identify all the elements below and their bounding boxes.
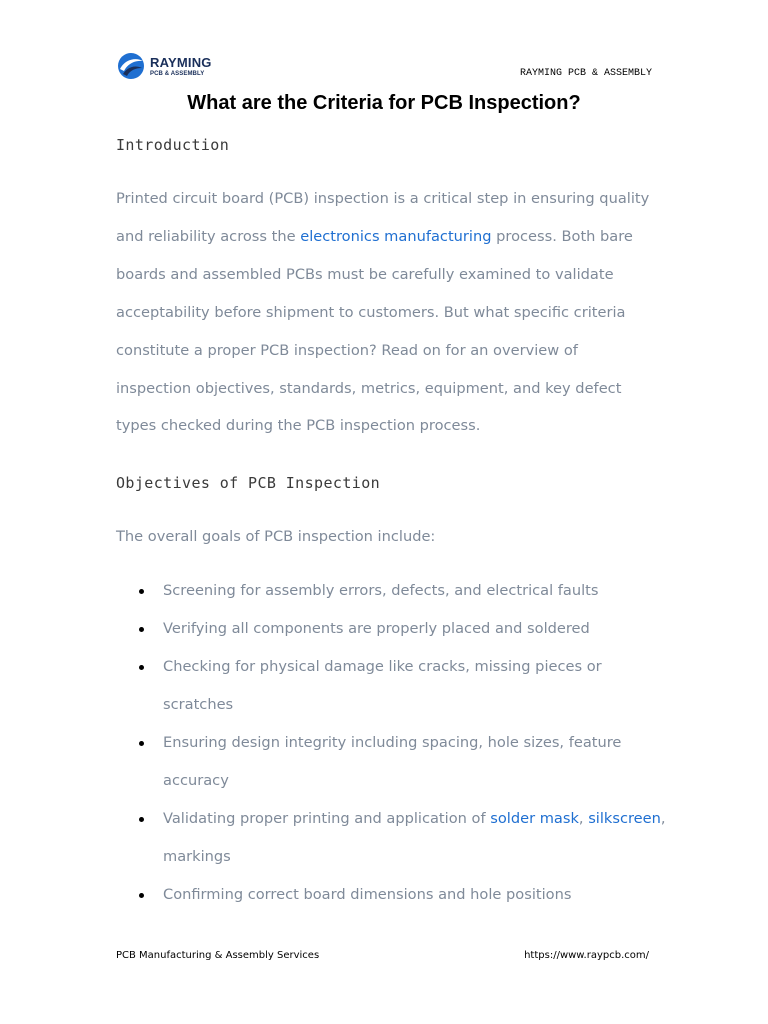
intro-text-1: Printed circuit board (PCB) inspection is a critical step in ensuring quality and reliability across the [116, 190, 650, 245]
bullet-icon [139, 741, 144, 746]
rayming-swirl-logo-icon [116, 51, 146, 81]
list-item-separator: , [578, 810, 589, 827]
list-item [116, 876, 676, 914]
footer-services: PCB Manufacturing & Assembly Services [116, 950, 320, 961]
logo-name: RAYMING [150, 54, 212, 70]
solder-mask-link[interactable]: solder mask [490, 810, 579, 827]
silkscreen-link[interactable]: silkscreen [588, 810, 661, 827]
bullet-icon [139, 627, 144, 632]
list-item-text: , markings [163, 810, 666, 865]
list-item-text: Ensuring design integrity including spacing, hole sizes, feature accuracy [163, 734, 622, 789]
footer-url-link[interactable]: https://www.raypcb.com/ [524, 950, 649, 961]
objectives-list [116, 572, 676, 914]
objectives-intro: The overall goals of PCB inspection include: [116, 528, 436, 545]
list-item-text: Confirming correct board dimensions and hole positions [163, 886, 572, 903]
bullet-icon [139, 893, 144, 898]
bullet-icon [139, 589, 144, 594]
bullet-icon [139, 665, 144, 670]
introduction-heading: Introduction [116, 136, 230, 154]
list-item-text: Validating proper printing and application of [163, 810, 491, 827]
list-item [116, 610, 676, 648]
company-logo[interactable] [116, 50, 226, 82]
list-item [116, 572, 676, 610]
objectives-heading: Objectives of PCB Inspection [116, 474, 381, 492]
intro-text-2: process. Both bare boards and assembled PCBs must be carefully examined to validate acceptability before shipment to customers. But what specific criteria constitute a proper PCB inspection? Read on for an overview of inspection objectives, standards, metrics, equipment, and key defect types checked during the PCB inspection process. [116, 227, 633, 435]
list-item [116, 800, 676, 876]
list-item-text: Verifying all components are properly placed and soldered [163, 620, 590, 637]
introduction-paragraph [116, 180, 656, 445]
logo-subtitle: PCB & ASSEMBLY [150, 70, 205, 77]
list-item-text: Checking for physical damage like cracks, missing pieces or scratches [163, 658, 602, 713]
page-title: What are the Criteria for PCB Inspection? [187, 92, 581, 114]
list-item-text: Screening for assembly errors, defects, and electrical faults [163, 582, 599, 599]
list-item [116, 648, 676, 724]
electronics-manufacturing-link[interactable]: electronics manufacturing [300, 227, 492, 245]
bullet-icon [139, 817, 144, 822]
list-item [116, 724, 676, 800]
header-company-name: RAYMING PCB & ASSEMBLY [519, 68, 652, 79]
